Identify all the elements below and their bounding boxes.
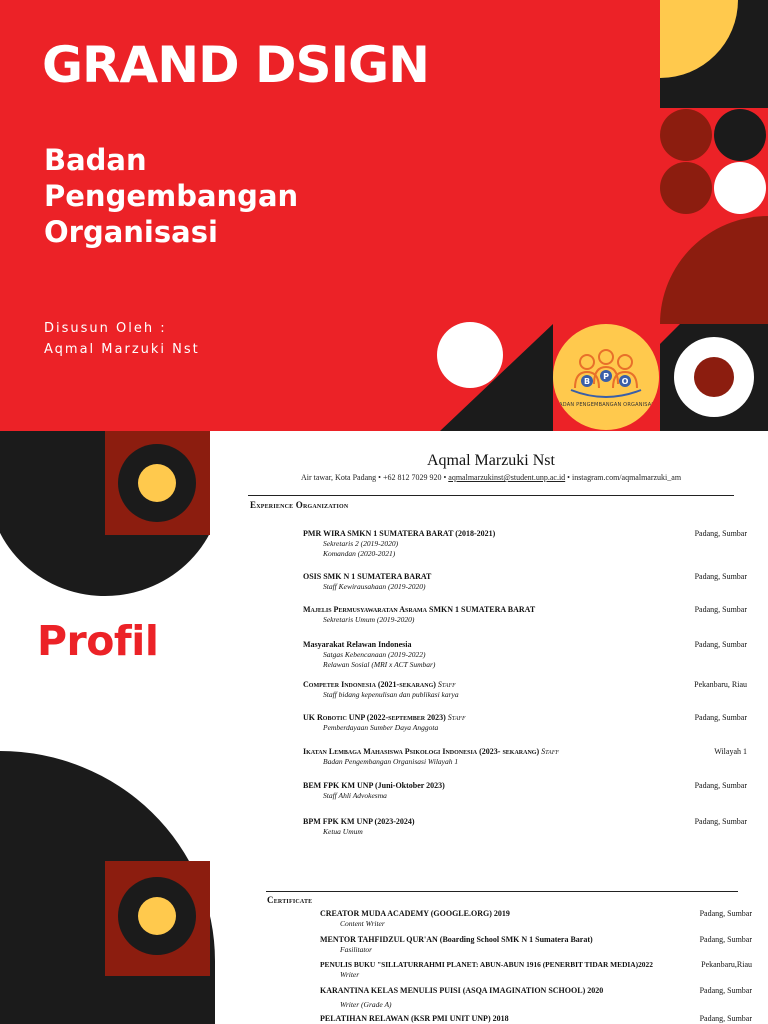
cv-name: Aqmal Marzuki Nst: [427, 452, 555, 469]
cover-subtitle-line: Badan: [44, 143, 147, 177]
cv-divider: [248, 495, 734, 496]
entry-title-text: Competer Indonesia (2021-sekarang): [303, 680, 436, 689]
entry-role: Writer (Grade A): [340, 1000, 392, 1009]
experience-entry: [303, 747, 747, 767]
entry-location: Padang, Sumbar: [694, 605, 747, 614]
author-label: Disusun Oleh :: [44, 321, 167, 336]
entry-location: Padang, Sumbar: [699, 986, 752, 995]
profile-slide: [0, 431, 768, 1024]
entry-title: OSIS SMK N 1 SUMATERA BARAT: [303, 572, 432, 581]
entry-role: Satgas Kebencanaan (2019-2022): [323, 650, 426, 659]
deco-ring-maroon: [694, 357, 734, 397]
cover-title: GRAND DSIGN: [42, 36, 429, 94]
entry-title: Majelis Permusyawaratan Asrama SMKN 1 SUMATERA BARAT: [303, 605, 536, 614]
contact-address-phone: Air tawar, Kota Padang • +62 812 7029 920 •: [300, 473, 447, 482]
certificate-entry: [320, 935, 752, 955]
logo-letter: B: [583, 377, 591, 386]
entry-title-suffix: Staff: [539, 747, 560, 756]
experience-entry: [303, 640, 747, 670]
entry-location: Padang, Sumbar: [694, 529, 747, 538]
entry-role: Ketua Umum: [323, 827, 363, 836]
entry-title: KARANTINA KELAS MENULIS PUISI (ASQA IMAGINATION SCHOOL) 2020: [320, 986, 604, 995]
contact-instagram: • instagram.com/aqmalmarzuki_am: [567, 473, 682, 482]
author-name: Aqmal Marzuki Nst: [44, 342, 200, 357]
cover-subtitle-line: Organisasi: [44, 215, 218, 249]
entry-role: Pemberdayaan Sumber Daya Anggota: [323, 723, 439, 732]
deco-ring-yellow: [138, 464, 176, 502]
profile-geometric-decoration: [0, 431, 230, 1024]
experience-entry: [303, 781, 747, 801]
entry-title: MENTOR TAHFIDZUL QUR'AN (Boarding School SMK N 1 Sumatera Barat): [320, 935, 593, 944]
entry-title: [303, 680, 747, 690]
entry-title-suffix: Staff: [445, 713, 466, 722]
experience-entry: [303, 713, 747, 733]
entry-role: Badan Pengembangan Organisasi Wilayah 1: [323, 757, 459, 766]
entry-title: BPM FPK KM UNP (2023-2024): [303, 817, 415, 826]
contact-email-link[interactable]: aqmalmarzukinst@student.unp.ac.id: [448, 473, 566, 482]
cover-slide: [0, 0, 768, 431]
experience-entry: [303, 572, 747, 592]
entry-role: Staff Kewirausahaan (2019-2020): [323, 582, 426, 591]
entry-role: Komandan (2020-2021): [323, 549, 396, 558]
entry-title: PELATIHAN RELAWAN (KSR PMI UNIT UNP) 2018: [320, 1014, 509, 1023]
logo-caption: BADAN PENGEMBANGAN ORGANISASI: [555, 402, 657, 408]
deco-circle-white: [714, 162, 766, 214]
profile-heading: Profil: [37, 617, 159, 665]
entry-location: Padang, Sumbar: [694, 781, 747, 790]
entry-title-text: Ikatan Lembaga Mahasiswa Psikologi Indonesia (2023- sekarang): [303, 747, 540, 756]
deco-circle-white: [437, 322, 503, 388]
entry-location: Padang, Sumbar: [694, 640, 747, 649]
entry-title: CREATOR MUDA ACADEMY (GOOGLE.ORG) 2019: [320, 909, 510, 918]
certificate-heading: Certificate: [267, 895, 313, 905]
organization-logo: [553, 324, 659, 430]
entry-role: Relawan Sosial (MRI x ACT Sumbar): [323, 660, 436, 669]
entry-role: Writer: [340, 970, 360, 979]
entry-title: Masyarakat Relawan Indonesia: [303, 640, 412, 649]
entry-title: PMR WIRA SMKN 1 SUMATERA BARAT (2018-2021): [303, 529, 496, 538]
deco-ring-yellow: [138, 897, 176, 935]
cv-contact-line: [248, 473, 734, 482]
entry-location: Padang, Sumbar: [699, 909, 752, 918]
entry-title: PENULIS BUKU "SILLATURRAHMI PLANET: ABUN-ABUN 1916 (PENERBIT TIDAR MEDIA)2022: [320, 960, 653, 969]
entry-title-suffix: Staff: [435, 680, 456, 689]
entry-location: Padang, Sumbar: [694, 713, 747, 722]
entry-role: Staff bidang kepenulisan dan publikasi karya: [323, 690, 459, 699]
entry-role: Fasilitator: [340, 945, 373, 954]
deco-circle-dark: [714, 109, 766, 161]
certificate-entry: [320, 1014, 752, 1024]
deco-circle-maroon: [660, 109, 712, 161]
entry-title: [303, 747, 747, 757]
certificate-entry: [320, 909, 752, 929]
entry-location: Padang, Sumbar: [694, 817, 747, 826]
entry-role: Sekretaris 2 (2019-2020): [323, 539, 399, 548]
logo-letter: P: [603, 372, 609, 381]
experience-heading: Experience Organization: [250, 500, 349, 510]
entry-title: BEM FPK KM UNP (Juni-Oktober 2023): [303, 781, 445, 790]
certificate-entry: [320, 960, 752, 980]
deco-maroon-arc: [660, 216, 768, 324]
logo-letters: [553, 324, 659, 430]
entry-location: Pekanbaru, Riau: [694, 680, 747, 689]
certificate-entry: [320, 986, 752, 1010]
entry-location: Padang, Sumbar: [699, 935, 752, 944]
entry-title: [303, 713, 747, 723]
entry-location: Padang, Sumbar: [694, 572, 747, 581]
entry-role: Sekretaris Umum (2019-2020): [323, 615, 415, 624]
experience-entry: [303, 680, 747, 700]
entry-role: Content Writer: [340, 919, 385, 928]
experience-entry: [303, 529, 747, 559]
entry-location: Pekanbaru,Riau: [701, 960, 752, 969]
experience-entry: [303, 605, 747, 625]
cover-subtitle-line: Pengembangan: [44, 179, 299, 213]
experience-entry: [303, 817, 747, 837]
deco-circle-maroon: [660, 162, 712, 214]
cv-divider: [266, 891, 738, 892]
entry-location: Padang, Sumbar: [699, 1014, 752, 1023]
entry-location: Wilayah 1: [714, 747, 747, 756]
entry-title-text: UK Robotic UNP (2022-september 2023): [303, 713, 446, 722]
cv-document: [248, 431, 768, 1024]
entry-role: Staff Ahli Advokesma: [323, 791, 387, 800]
logo-letter: O: [621, 377, 629, 386]
